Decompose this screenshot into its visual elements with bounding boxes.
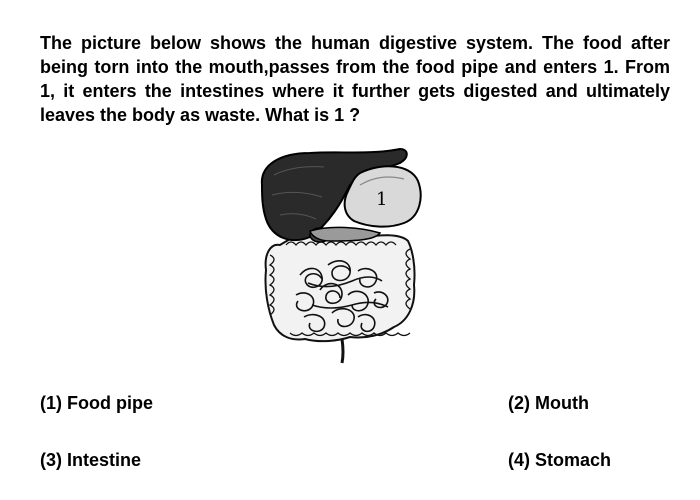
option-number: (1)	[40, 393, 62, 413]
option-4[interactable]	[508, 450, 611, 471]
option-text: Food pipe	[67, 393, 153, 413]
option-number: (2)	[508, 393, 530, 413]
option-number: (3)	[40, 450, 62, 470]
option-number: (4)	[508, 450, 530, 470]
option-1[interactable]	[40, 393, 153, 414]
option-3[interactable]	[40, 450, 141, 471]
option-2[interactable]	[508, 393, 589, 414]
figure-label: 1	[376, 189, 388, 210]
option-text: Stomach	[535, 450, 612, 470]
option-text: Intestine	[67, 450, 142, 470]
option-text: Mouth	[535, 393, 589, 413]
question-text: The picture below shows the human digestive system. The food after being torn into the mouth,passes from the food pipe and enters 1. From 1, it enters the intestines where it further gets digested and ultimately leaves the body as waste. What is 1 ?	[40, 33, 670, 125]
digestive-system-illustration	[250, 145, 430, 370]
